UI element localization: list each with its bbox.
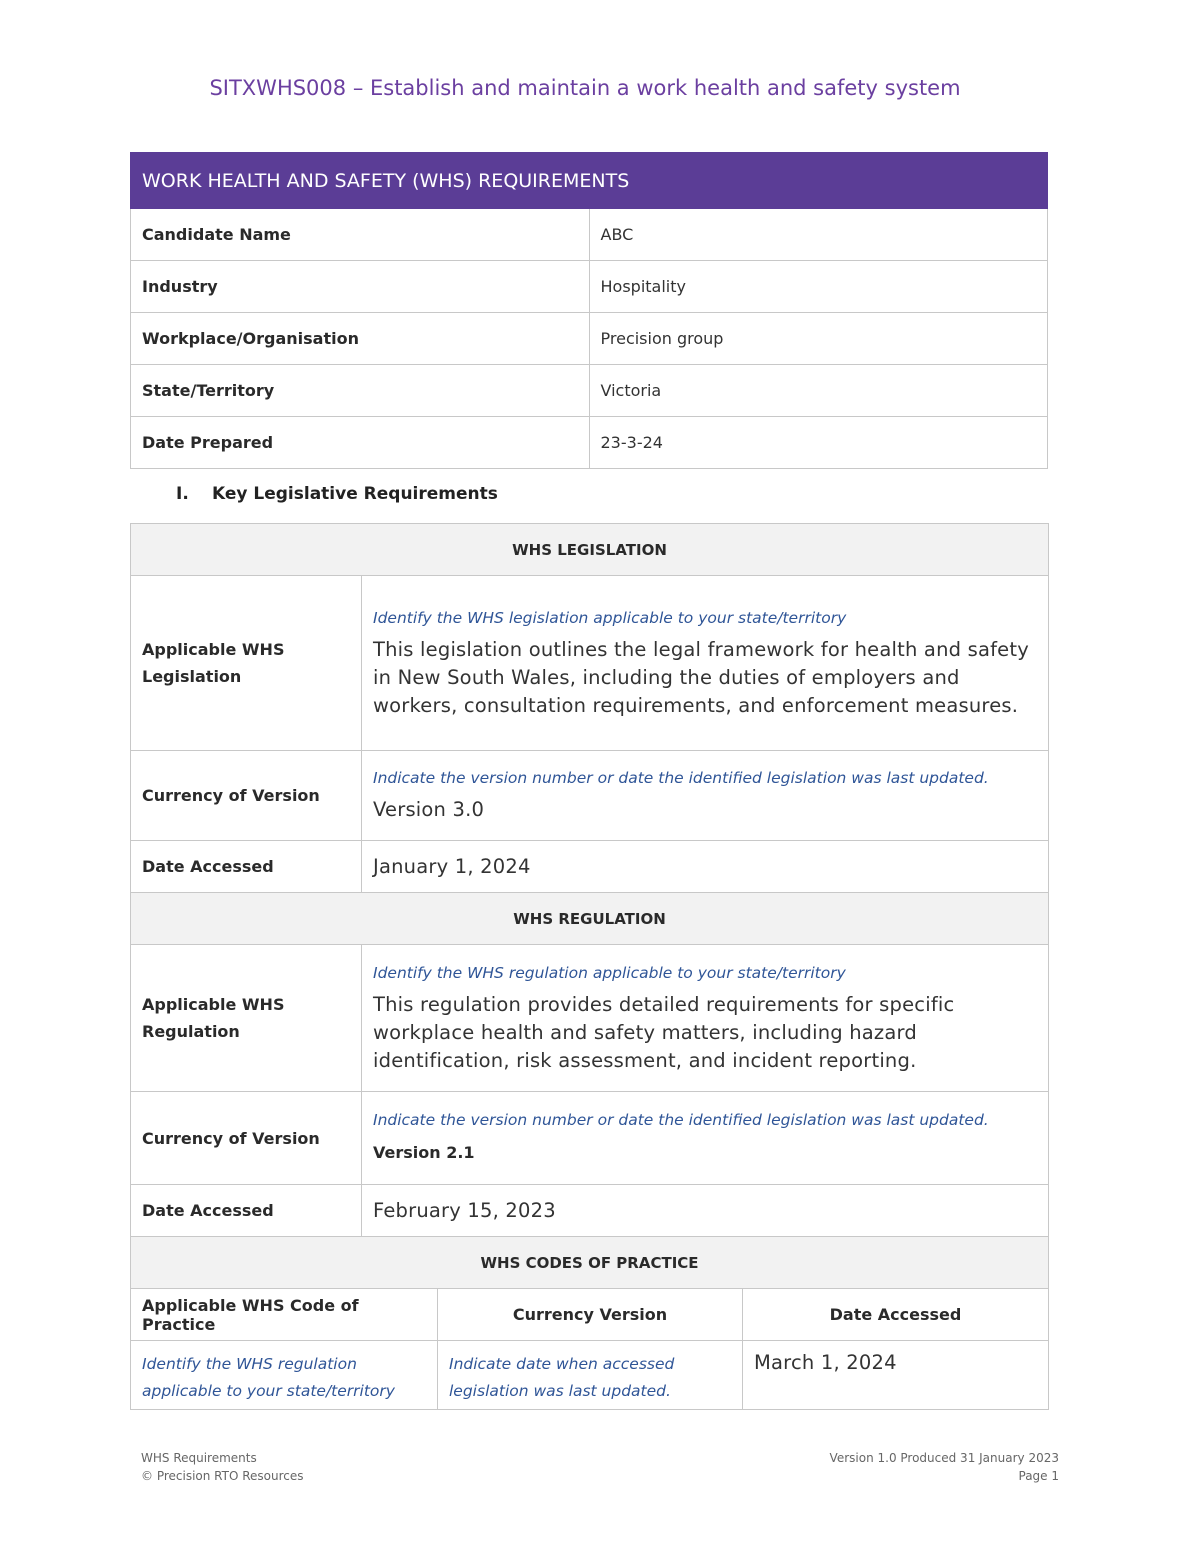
whs-info-table [130,152,1048,469]
workplace-value[interactable]: Precision group [589,313,1048,365]
codes-col-applicable: Applicable WHS Code of Practice [131,1289,438,1341]
state-label: State/Territory [131,365,590,417]
codes-hint-applicable: Identify the WHS regulation applicable to your state/territory [142,1355,395,1400]
regulation-accessed-cell[interactable] [362,1185,1049,1237]
legislation-accessed-cell[interactable] [362,841,1049,893]
section-title: Key Legislative Requirements [212,484,498,504]
industry-label: Industry [131,261,590,313]
section-heading [176,484,498,504]
legislation-currency-hint: Indicate the version number or date the identified legislation was last updated. [373,769,989,787]
table-row [131,576,1049,751]
date-prepared-value[interactable]: 23-3-24 [589,417,1048,469]
codes-band: WHS CODES OF PRACTICE [131,1237,1049,1289]
table-row [131,751,1049,841]
codes-date-answer[interactable]: March 1, 2024 [754,1351,897,1374]
legislation-answer[interactable]: This legislation outlines the legal framework for health and safety in New South Wales, including the duties of employers and workers, consultation requirements, and enforcement measures. [373,637,1029,717]
applicable-legislation-label: Applicable WHS Legislation [131,576,362,751]
regulation-accessed-answer[interactable]: February 15, 2023 [373,1198,556,1222]
applicable-legislation-cell[interactable] [362,576,1049,751]
info-table-header: WORK HEALTH AND SAFETY (WHS) REQUIREMENTS [131,153,1048,209]
legislation-accessed-label: Date Accessed [131,841,362,893]
regulation-currency-cell[interactable] [362,1092,1049,1185]
table-row [131,261,1048,313]
table-row [131,313,1048,365]
table-row [131,1341,1049,1410]
footer-version: Version 1.0 Produced 31 January 2023 [829,1451,1059,1465]
candidate-name-value[interactable]: ABC [589,209,1048,261]
codes-col-currency: Currency Version [438,1289,743,1341]
footer-doc-name: WHS Requirements [141,1451,257,1465]
regulation-hint: Identify the WHS regulation applicable to your state/territory [373,963,846,982]
legislation-band: WHS LEGISLATION [131,524,1049,576]
document-title: SITXWHS008 – Establish and maintain a work health and safety system [209,76,961,100]
table-row [131,1092,1049,1185]
state-value[interactable]: Victoria [589,365,1048,417]
table-row [131,1289,1049,1341]
regulation-accessed-label: Date Accessed [131,1185,362,1237]
codes-hint-currency: Indicate date when accessed legislation was last updated. [449,1355,675,1400]
date-prepared-label: Date Prepared [131,417,590,469]
footer-right [830,1449,1059,1485]
applicable-regulation-label: Applicable WHS Regulation [131,945,362,1092]
table-row [131,417,1048,469]
table-row [131,945,1049,1092]
regulation-band: WHS REGULATION [131,893,1049,945]
regulation-answer[interactable]: This regulation provides detailed requirements for specific workplace health and safety matters, including hazard identification, risk assessment, and incident reporting. [373,992,955,1072]
legislation-currency-label: Currency of Version [131,751,362,841]
legislation-hint: Identify the WHS legislation applicable to your state/territory [373,608,847,627]
table-row [131,841,1049,893]
legislation-accessed-answer[interactable]: January 1, 2024 [373,854,531,878]
footer-page-number: Page 1 [1018,1469,1059,1483]
industry-value[interactable]: Hospitality [589,261,1048,313]
regulation-currency-hint: Indicate the version number or date the identified legislation was last updated. [373,1110,989,1129]
table-row [131,365,1048,417]
section-number: I. [176,484,189,504]
codes-col-date: Date Accessed [743,1289,1049,1341]
footer-copyright: © Precision RTO Resources [141,1469,304,1483]
codes-currency-cell[interactable] [438,1341,743,1410]
regulation-currency-label: Currency of Version [131,1092,362,1185]
codes-date-cell[interactable] [743,1341,1049,1410]
legislation-currency-cell[interactable] [362,751,1049,841]
applicable-regulation-cell[interactable] [362,945,1049,1092]
table-row [131,1185,1049,1237]
legislation-currency-answer[interactable]: Version 3.0 [373,798,485,821]
workplace-label: Workplace/Organisation [131,313,590,365]
legislative-requirements-table [130,523,1049,1410]
regulation-currency-answer[interactable]: Version 2.1 [373,1142,475,1162]
candidate-name-label: Candidate Name [131,209,590,261]
footer-left [141,1449,304,1485]
codes-applicable-cell[interactable] [131,1341,438,1410]
table-row [131,209,1048,261]
